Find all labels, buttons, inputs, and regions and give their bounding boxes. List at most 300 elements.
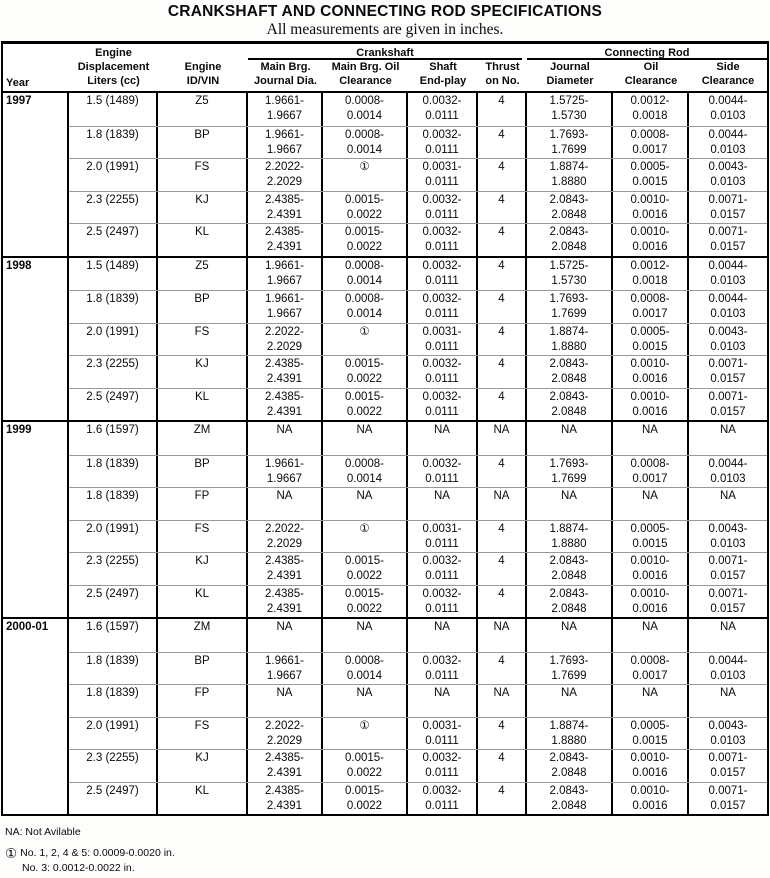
cell-line: 0.0111 <box>425 602 459 615</box>
cell-main_brg_oil_clearance <box>323 422 408 455</box>
cell-line: 0.0111 <box>425 669 459 682</box>
cell-line: 2.0848 <box>551 373 587 385</box>
cell-line: 4 <box>498 226 505 238</box>
cell-line: 0.0016 <box>632 373 668 385</box>
cell-side_clearance <box>689 422 767 455</box>
cell-engine_id_vin <box>158 93 248 126</box>
cell-line: 2.0 (1991) <box>86 161 139 173</box>
cell-line: 0.0010- <box>630 226 670 238</box>
cell-line: 0.0010- <box>630 193 670 206</box>
cell-oil_clearance <box>613 356 689 388</box>
cell-line: 0.0014 <box>346 472 383 485</box>
cell-line: 0.0008- <box>344 95 384 107</box>
cell-line: 0.0032- <box>422 654 462 667</box>
cell-line: 0.0157 <box>710 208 746 221</box>
cell-line: 1.8874- <box>549 161 589 173</box>
cell-shaft_end_play <box>408 127 478 159</box>
cell-line: KL <box>194 784 210 797</box>
cell-line: 1.8 (1839) <box>86 293 139 305</box>
cell-line: 1.6 (1597) <box>86 424 139 436</box>
cell-line: 2.4385- <box>264 226 304 238</box>
cell-line: 2.2022- <box>264 161 304 173</box>
cell-shaft_end_play <box>408 291 478 323</box>
cell-line: 1.7699 <box>551 472 587 485</box>
cell-side_clearance <box>689 750 767 782</box>
cell-line: 1.9661- <box>264 654 304 667</box>
cell-journal_diameter <box>527 291 613 323</box>
cell-shaft_end_play <box>408 422 478 455</box>
cell-journal_diameter <box>527 258 613 291</box>
cell-line: 0.0111 <box>425 208 459 221</box>
cell-engine_id_vin <box>158 653 248 685</box>
cell-shaft_end_play <box>408 356 478 388</box>
cell-line: 0.0008- <box>344 654 384 667</box>
footnotes <box>5 826 770 875</box>
cell-line: 0.0018 <box>632 110 668 122</box>
cell-thrust_on_no <box>478 619 527 652</box>
cell-line: 4 <box>498 587 505 600</box>
cell-line: 2.4391 <box>266 799 303 812</box>
cell-engine_id_vin <box>158 750 248 782</box>
cell-engine_id_vin <box>158 488 248 520</box>
cell-side_clearance <box>689 718 767 750</box>
cell-line: 0.0111 <box>425 308 459 320</box>
cell-line: 0.0014 <box>346 143 383 156</box>
cell-shaft_end_play <box>408 324 478 356</box>
column-header-oil-clearance-line2: Clearance <box>624 75 678 87</box>
cell-line: 0.0014 <box>346 308 383 320</box>
cell-line: ① <box>359 161 370 173</box>
cell-oil_clearance <box>613 224 689 256</box>
cell-displacement <box>69 750 158 782</box>
cell-side_clearance <box>689 553 767 585</box>
cell-line: 0.0157 <box>710 799 746 812</box>
cell-line: 0.0103 <box>710 110 746 122</box>
cell-line: NA <box>720 687 736 699</box>
cell-thrust_on_no <box>478 783 527 815</box>
footnote-na: NA: Not Avilable <box>5 826 81 838</box>
cell-line: 2.4385- <box>264 390 304 403</box>
cell-line: 2.2029 <box>266 340 303 353</box>
cell-line: 0.0032- <box>422 95 462 107</box>
cell-line: KL <box>194 390 210 403</box>
cell-line: 4 <box>498 95 505 107</box>
cell-engine_id_vin <box>158 389 248 421</box>
cell-main_brg_journal_dia <box>248 224 323 256</box>
cell-line: 0.0032- <box>422 457 462 470</box>
cell-main_brg_oil_clearance <box>323 356 408 388</box>
cell-line: ZM <box>193 424 211 436</box>
cell-main_brg_oil_clearance <box>323 521 408 553</box>
cell-line: 2.0 (1991) <box>86 719 139 732</box>
cell-oil_clearance <box>613 389 689 421</box>
cell-line: NA <box>561 490 577 502</box>
cell-line: 1.9667 <box>266 110 303 122</box>
cell-journal_diameter <box>527 456 613 488</box>
cell-line: 0.0032- <box>422 752 462 764</box>
cell-engine_id_vin <box>158 422 248 455</box>
cell-line: 0.0111 <box>425 537 459 550</box>
table-row <box>69 684 767 717</box>
cell-oil_clearance <box>613 324 689 356</box>
cell-oil_clearance <box>613 750 689 782</box>
table-row <box>69 749 767 782</box>
column-header-displacement-line3: Liters (cc) <box>87 75 140 87</box>
cell-line: 0.0031- <box>422 719 462 732</box>
table-row <box>69 487 767 520</box>
cell-main_brg_journal_dia <box>248 159 323 191</box>
cell-line: KJ <box>195 358 209 370</box>
cell-oil_clearance <box>613 127 689 159</box>
cell-line: 0.0032- <box>422 358 462 370</box>
cell-line: KJ <box>195 752 209 764</box>
cell-line: 0.0157 <box>710 241 746 253</box>
cell-main_brg_oil_clearance <box>323 619 408 652</box>
cell-shaft_end_play <box>408 389 478 421</box>
cell-journal_diameter <box>527 653 613 685</box>
cell-main_brg_oil_clearance <box>323 488 408 520</box>
cell-line: 0.0111 <box>425 570 459 582</box>
cell-line: 0.0017 <box>632 308 668 320</box>
cell-line: 0.0157 <box>710 767 746 779</box>
cell-line: 4 <box>498 193 505 206</box>
cell-oil_clearance <box>613 718 689 750</box>
cell-side_clearance <box>689 291 767 323</box>
cell-side_clearance <box>689 159 767 191</box>
cell-side_clearance <box>689 258 767 291</box>
cell-line: 0.0157 <box>710 602 746 615</box>
cell-side_clearance <box>689 127 767 159</box>
cell-line: 0.0032- <box>422 784 462 797</box>
cell-line: 1.5725- <box>549 259 589 272</box>
cell-line: KJ <box>195 555 209 567</box>
cell-line: 2.2029 <box>266 537 303 550</box>
cell-line: 0.0103 <box>710 340 746 353</box>
cell-journal_diameter <box>527 356 613 388</box>
cell-engine_id_vin <box>158 586 248 618</box>
cell-side_clearance <box>689 93 767 126</box>
cell-main_brg_oil_clearance <box>323 224 408 256</box>
cell-side_clearance <box>689 521 767 553</box>
cell-line: 2.5 (2497) <box>86 587 139 600</box>
cell-line: NA <box>356 621 373 633</box>
cell-thrust_on_no <box>478 685 527 717</box>
column-header-side-clearance-line1: Side <box>716 61 740 73</box>
cell-line: NA <box>493 621 510 633</box>
cell-line: 0.0014 <box>346 669 383 682</box>
cell-line: 0.0015- <box>344 587 384 600</box>
cell-engine_id_vin <box>158 258 248 291</box>
cell-shaft_end_play <box>408 521 478 553</box>
cell-line: NA <box>493 490 510 502</box>
cell-main_brg_journal_dia <box>248 93 323 126</box>
cell-line: 0.0032- <box>422 587 462 600</box>
cell-line: 2.4385- <box>264 193 304 206</box>
cell-line: 0.0022 <box>346 373 383 385</box>
year-section <box>3 420 767 617</box>
cell-line: 4 <box>498 293 505 305</box>
cell-journal_diameter <box>527 750 613 782</box>
cell-line: 0.0016 <box>632 241 668 253</box>
cell-engine_id_vin <box>158 356 248 388</box>
cell-shaft_end_play <box>408 159 478 191</box>
cell-line: 1.7693- <box>549 128 589 141</box>
cell-main_brg_oil_clearance <box>323 192 408 224</box>
cell-line: 2.4391 <box>266 241 303 253</box>
cell-line: 0.0032- <box>422 259 462 272</box>
cell-line: 0.0014 <box>346 274 383 287</box>
cell-oil_clearance <box>613 456 689 488</box>
cell-line: 0.0015 <box>632 537 668 550</box>
cell-line: FP <box>194 687 210 699</box>
cell-line: ZM <box>193 621 211 633</box>
cell-line: 0.0103 <box>710 176 746 188</box>
column-header-journal-diameter-line2: Diameter <box>546 75 594 87</box>
cell-main_brg_oil_clearance <box>323 783 408 815</box>
cell-line: 1.9667 <box>266 669 303 682</box>
cell-line: 2.0848 <box>551 602 587 615</box>
cell-line: 2.4391 <box>266 208 303 221</box>
cell-main_brg_journal_dia <box>248 718 323 750</box>
cell-line: 2.0848 <box>551 799 587 812</box>
cell-line: BP <box>194 457 210 470</box>
cell-thrust_on_no <box>478 521 527 553</box>
cell-line: 4 <box>498 259 505 272</box>
cell-line: 2.5 (2497) <box>86 784 139 797</box>
cell-line: 2.5 (2497) <box>86 390 139 403</box>
cell-line: 2.3 (2255) <box>86 752 139 764</box>
cell-line: 2.4391 <box>266 570 303 582</box>
cell-line: 0.0111 <box>425 143 459 156</box>
cell-line: 4 <box>498 784 505 797</box>
cell-line: 0.0010- <box>630 784 670 797</box>
column-header-main-brg-oil-line1: Main Brg. Oil <box>331 61 400 73</box>
page-subtitle: All measurements are given in inches. <box>266 21 504 38</box>
cell-line: 0.0032- <box>422 293 462 305</box>
cell-line: 1.7699 <box>551 308 587 320</box>
cell-oil_clearance <box>613 783 689 815</box>
cell-displacement <box>69 224 158 256</box>
cell-journal_diameter <box>527 224 613 256</box>
table-header <box>3 44 767 93</box>
cell-line: 2.0843- <box>549 358 589 370</box>
table-row <box>69 455 767 488</box>
cell-journal_diameter <box>527 521 613 553</box>
column-header-displacement-line1: Engine <box>95 47 132 59</box>
group-header-connecting-rod: Connecting Rod <box>527 46 767 60</box>
cell-line: 0.0157 <box>710 373 746 385</box>
cell-line: 0.0044- <box>708 95 748 107</box>
cell-line: 2.4391 <box>266 602 303 615</box>
cell-line: 0.0044- <box>708 293 748 305</box>
cell-shaft_end_play <box>408 258 478 291</box>
table-row <box>69 585 767 618</box>
cell-line: 0.0032- <box>422 390 462 403</box>
cell-line: 0.0044- <box>708 128 748 141</box>
cell-engine_id_vin <box>158 291 248 323</box>
year-label: 1998 <box>3 258 69 421</box>
cell-main_brg_oil_clearance <box>323 389 408 421</box>
cell-oil_clearance <box>613 619 689 652</box>
cell-line: 0.0008- <box>344 259 384 272</box>
cell-engine_id_vin <box>158 521 248 553</box>
year-label: 2000-01 <box>3 619 69 814</box>
cell-main_brg_journal_dia <box>248 291 323 323</box>
cell-main_brg_journal_dia <box>248 653 323 685</box>
footnote-1-text: No. 1, 2, 4 & 5: 0.0009-0.0020 in. <box>20 847 175 859</box>
cell-line: 0.0022 <box>346 241 383 253</box>
table-row <box>69 258 767 291</box>
cell-line: 0.0015- <box>344 752 384 764</box>
cell-main_brg_journal_dia <box>248 488 323 520</box>
cell-journal_diameter <box>527 389 613 421</box>
page-title: CRANKSHAFT AND CONNECTING ROD SPECIFICATIONS <box>167 3 603 20</box>
cell-line: 0.0071- <box>708 226 748 238</box>
cell-thrust_on_no <box>478 553 527 585</box>
cell-line: 0.0032- <box>422 128 462 141</box>
cell-main_brg_journal_dia <box>248 685 323 717</box>
cell-thrust_on_no <box>478 324 527 356</box>
cell-side_clearance <box>689 685 767 717</box>
column-header-thrust-line1: Thrust <box>485 61 520 73</box>
cell-line: 0.0008- <box>344 293 384 305</box>
cell-line: 0.0016 <box>632 208 668 221</box>
cell-main_brg_oil_clearance <box>323 291 408 323</box>
year-section <box>3 256 767 421</box>
table-row <box>69 782 767 815</box>
cell-engine_id_vin <box>158 192 248 224</box>
cell-line: 0.0012- <box>630 259 670 272</box>
cell-main_brg_journal_dia <box>248 422 323 455</box>
cell-main_brg_journal_dia <box>248 456 323 488</box>
cell-line: 2.4391 <box>266 373 303 385</box>
cell-shaft_end_play <box>408 718 478 750</box>
cell-thrust_on_no <box>478 586 527 618</box>
cell-line: 0.0043- <box>708 161 748 173</box>
cell-line: 0.0010- <box>630 390 670 403</box>
cell-line: 0.0016 <box>632 602 668 615</box>
cell-line: FS <box>194 522 210 535</box>
cell-line: 0.0111 <box>425 472 459 485</box>
cell-oil_clearance <box>613 159 689 191</box>
cell-line: 4 <box>498 325 505 338</box>
cell-line: NA <box>434 621 450 633</box>
cell-journal_diameter <box>527 159 613 191</box>
cell-displacement <box>69 456 158 488</box>
cell-shaft_end_play <box>408 553 478 585</box>
cell-line: 0.0111 <box>425 373 459 385</box>
cell-line: 1.9667 <box>266 308 303 320</box>
cell-line: BP <box>194 128 210 141</box>
cell-thrust_on_no <box>478 356 527 388</box>
cell-line: 0.0016 <box>632 767 668 779</box>
cell-displacement <box>69 356 158 388</box>
cell-displacement <box>69 685 158 717</box>
cell-line: 0.0071- <box>708 784 748 797</box>
cell-displacement <box>69 521 158 553</box>
cell-line: 2.0843- <box>549 752 589 764</box>
column-header-engine-id-line1: Engine <box>184 61 222 73</box>
cell-line: 0.0015- <box>344 226 384 238</box>
cell-line: 0.0032- <box>422 193 462 206</box>
cell-line: 0.0071- <box>708 752 748 764</box>
year-section <box>3 617 767 814</box>
cell-main_brg_journal_dia <box>248 750 323 782</box>
cell-line: 1.7693- <box>549 654 589 667</box>
cell-line: 2.2029 <box>266 734 303 747</box>
spec-table <box>1 41 769 816</box>
table-row <box>69 520 767 553</box>
cell-line: BP <box>194 293 210 305</box>
cell-shaft_end_play <box>408 619 478 652</box>
cell-thrust_on_no <box>478 456 527 488</box>
cell-line: 0.0103 <box>710 308 746 320</box>
cell-displacement <box>69 324 158 356</box>
cell-line: 4 <box>498 358 505 370</box>
cell-displacement <box>69 553 158 585</box>
cell-line: 2.0848 <box>551 570 587 582</box>
cell-line: 0.0008- <box>344 457 384 470</box>
cell-line: 2.5 (2497) <box>86 226 139 238</box>
cell-line: 0.0015- <box>344 555 384 567</box>
cell-main_brg_oil_clearance <box>323 586 408 618</box>
cell-line: 4 <box>498 457 505 470</box>
cell-engine_id_vin <box>158 619 248 652</box>
cell-displacement <box>69 422 158 455</box>
cell-shaft_end_play <box>408 192 478 224</box>
cell-line: 0.0103 <box>710 143 746 156</box>
cell-line: 0.0005- <box>630 325 670 338</box>
cell-main_brg_journal_dia <box>248 619 323 652</box>
cell-oil_clearance <box>613 422 689 455</box>
cell-line: NA <box>434 424 450 436</box>
cell-displacement <box>69 619 158 652</box>
cell-line: 2.0 (1991) <box>86 325 139 338</box>
cell-oil_clearance <box>613 93 689 126</box>
cell-line: 1.5730 <box>551 274 587 287</box>
cell-line: 0.0111 <box>425 241 459 253</box>
cell-line: 0.0111 <box>425 767 459 779</box>
cell-main_brg_journal_dia <box>248 356 323 388</box>
cell-line: 1.9667 <box>266 143 303 156</box>
cell-line: 1.8880 <box>551 734 587 747</box>
cell-journal_diameter <box>527 586 613 618</box>
cell-line: 0.0022 <box>346 799 383 812</box>
cell-line: 2.3 (2255) <box>86 358 139 370</box>
cell-side_clearance <box>689 456 767 488</box>
cell-line: 0.0010- <box>630 555 670 567</box>
cell-line: 0.0071- <box>708 193 748 206</box>
cell-line: 0.0008- <box>630 457 670 470</box>
cell-line: NA <box>720 424 736 436</box>
cell-line: NA <box>276 424 293 436</box>
cell-line: NA <box>561 621 577 633</box>
cell-displacement <box>69 291 158 323</box>
cell-line: 0.0005- <box>630 719 670 732</box>
cell-line: 1.8 (1839) <box>86 457 139 470</box>
cell-line: 0.0015 <box>632 176 668 188</box>
cell-line: 0.0015- <box>344 193 384 206</box>
cell-line: 2.4385- <box>264 587 304 600</box>
cell-journal_diameter <box>527 783 613 815</box>
cell-journal_diameter <box>527 93 613 126</box>
cell-line: NA <box>356 687 373 699</box>
cell-line: 0.0103 <box>710 274 746 287</box>
cell-line: 0.0071- <box>708 390 748 403</box>
cell-line: 0.0016 <box>632 570 668 582</box>
cell-line: 2.3 (2255) <box>86 555 139 567</box>
cell-side_clearance <box>689 619 767 652</box>
